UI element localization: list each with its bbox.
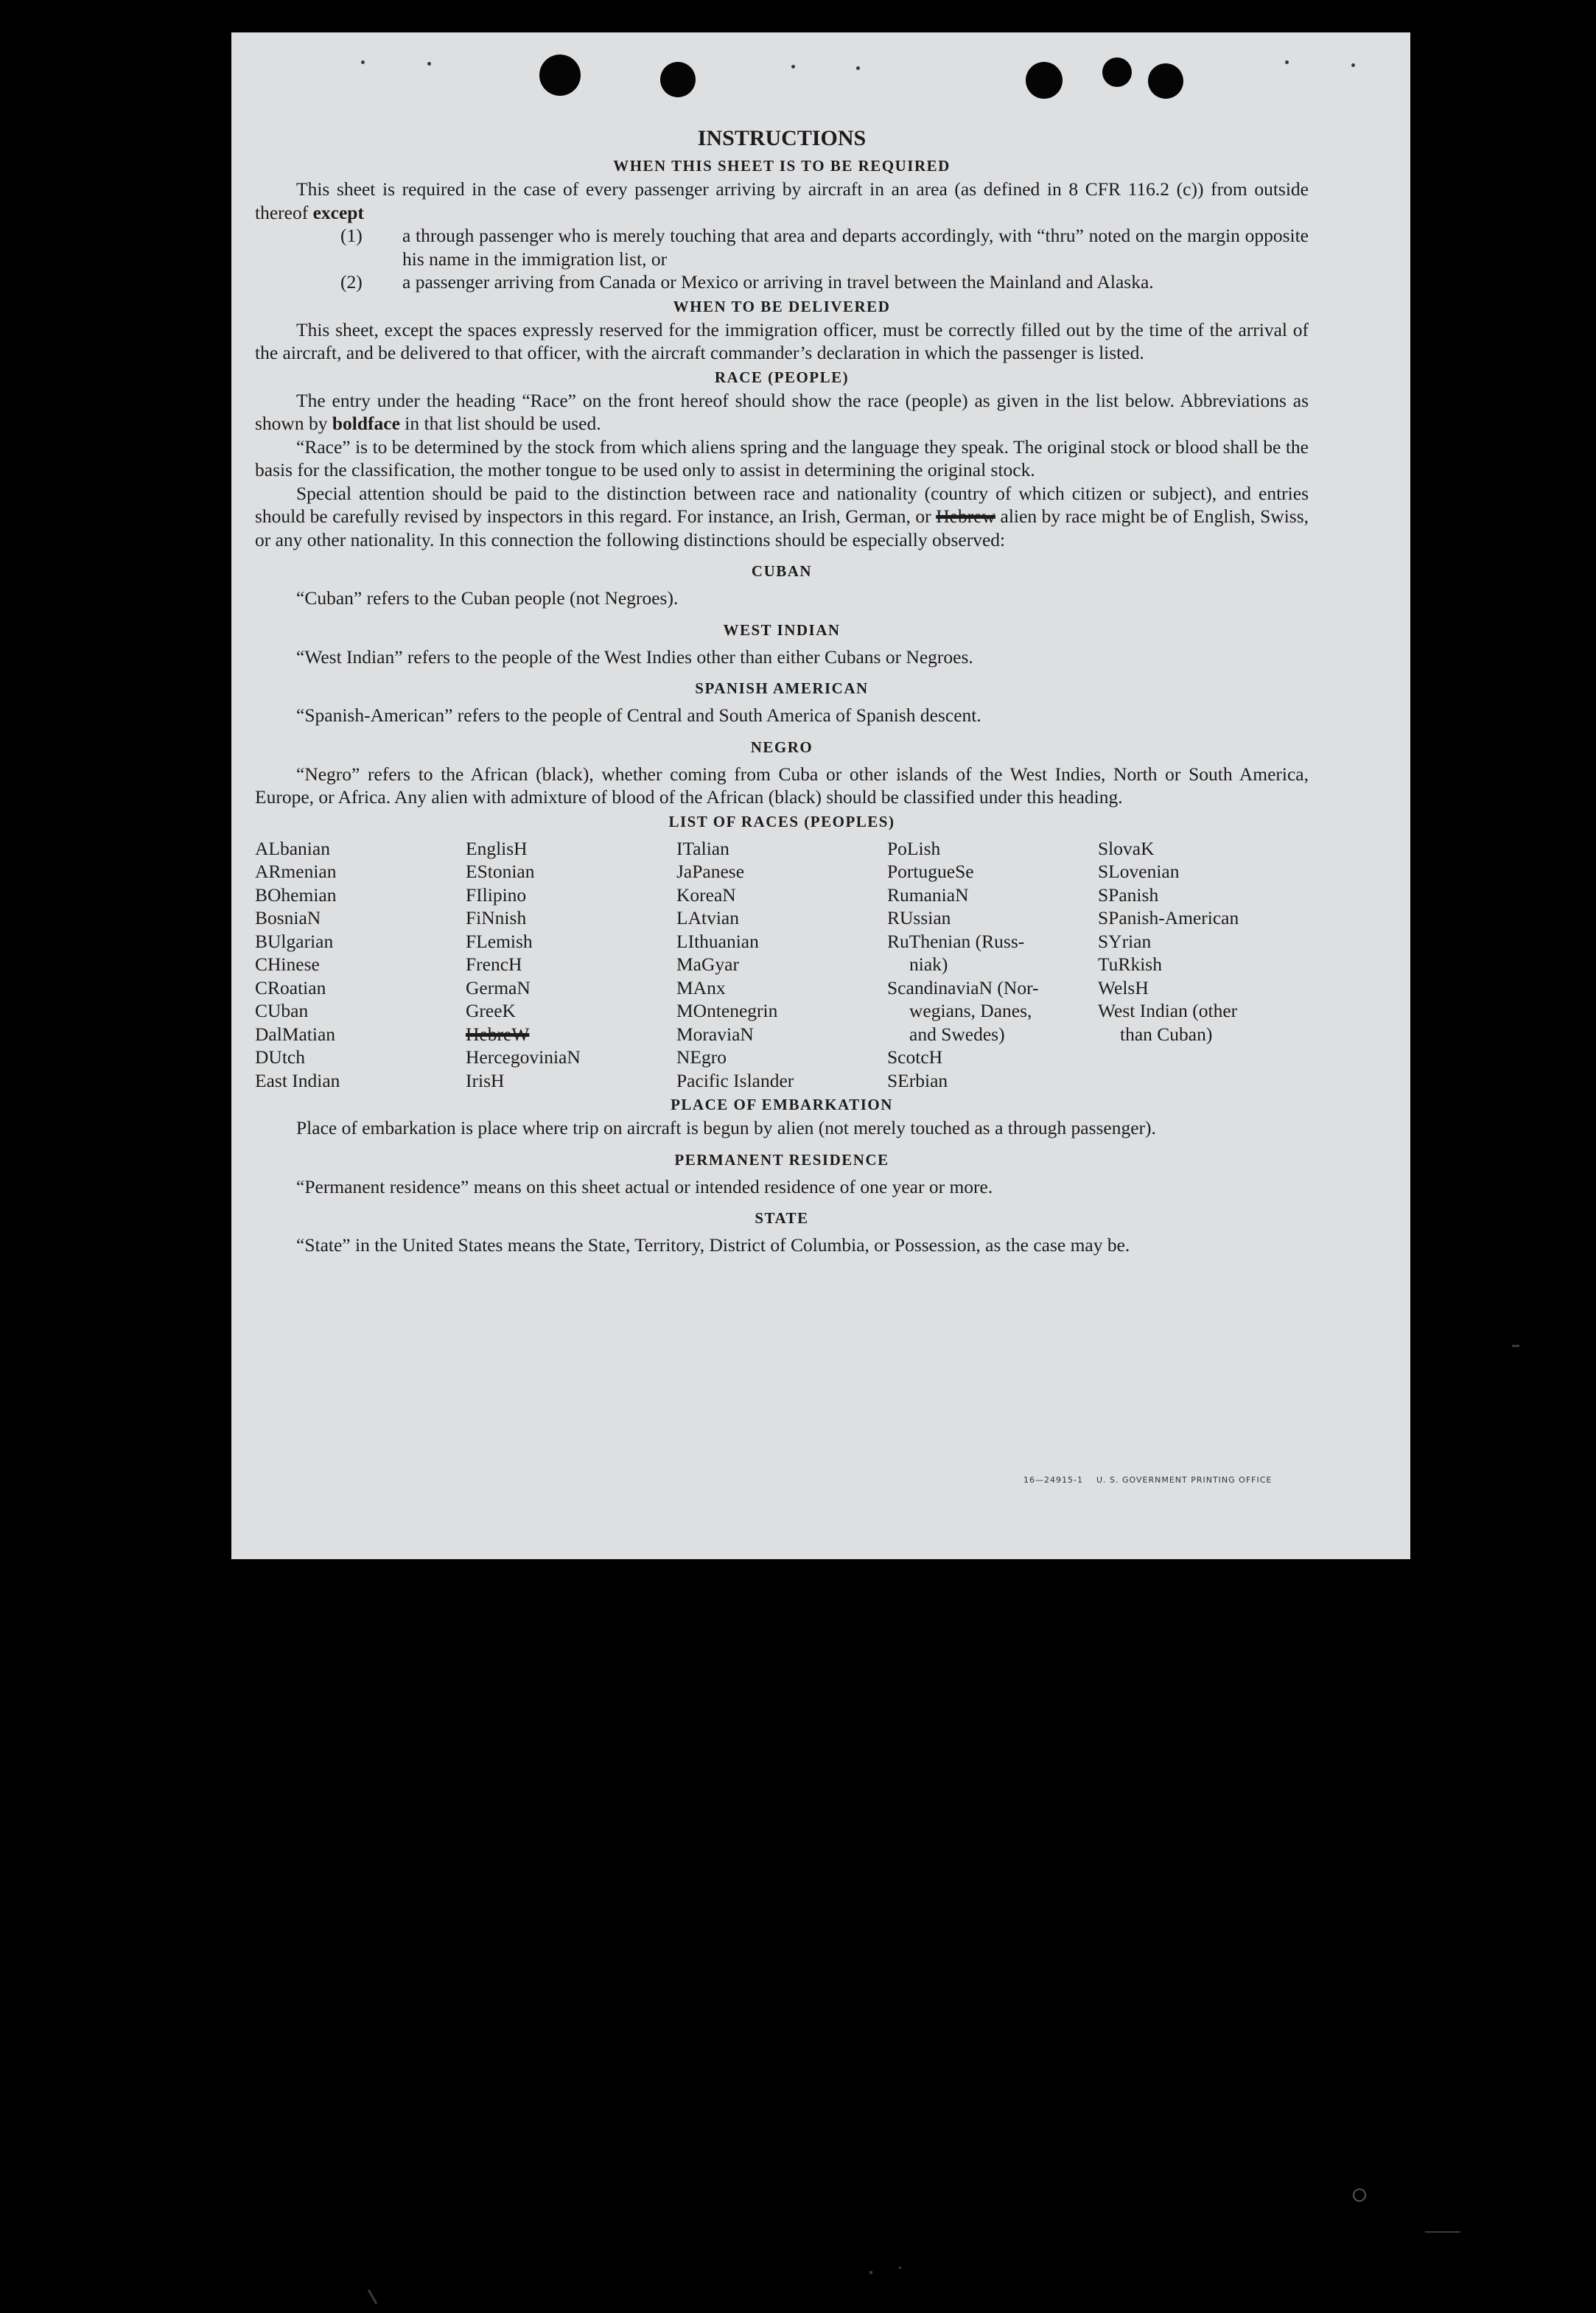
- exception-item: (2) a passenger arriving from Canada or Mexico or arriving in travel between the Mainland and Alaska.: [340, 271, 1154, 293]
- struck-word: Hebrew: [936, 505, 995, 527]
- race-entry: JaPanese: [676, 861, 745, 882]
- film-artifact: [1353, 2188, 1366, 2202]
- race-entry: SlovaK: [1098, 837, 1155, 859]
- race-entry: GermaN: [466, 976, 531, 998]
- cuban-text: “Cuban” refers to the Cuban people (not Negroes).: [296, 587, 679, 609]
- race-entry-struck: HebreW: [466, 1023, 530, 1045]
- race-entry: FiNnish: [466, 907, 527, 928]
- race-entry: CRoatian: [255, 976, 326, 998]
- race-entry: LAtvian: [676, 907, 739, 928]
- section-heading-races-list: LIST OF RACES (PEOPLES): [668, 812, 895, 830]
- races-column-3: [676, 837, 887, 1093]
- speck: [791, 65, 795, 69]
- section-heading-embarkation: PLACE OF EMBARKATION: [671, 1096, 893, 1113]
- residence-text: “Permanent residence” means on this sheet actual or intended residence of one year or more.: [296, 1175, 993, 1197]
- race-entry: RuThenian (Russ-: [887, 930, 1025, 952]
- race-entry: MoraviaN: [676, 1023, 754, 1045]
- race-entry: KoreaN: [676, 883, 736, 906]
- race-entry: PortugueSe: [887, 861, 974, 882]
- race-entry-continued: and Swedes): [909, 1023, 1005, 1045]
- race-entry: FIlipino: [466, 883, 527, 906]
- race-entry: ScandinaviaN (Nor-: [887, 976, 1039, 998]
- race-entry: NEgro: [676, 1046, 727, 1068]
- race-entry: BUlgarian: [255, 930, 334, 952]
- race-paragraph-2: “Race” is to be determined by the stock from which aliens spring and the language they speak. The original stock or blood shall be the basis for the classification, the mother tongue to be used only to assist in determining the original stock.: [255, 435, 1309, 480]
- speck: [1285, 60, 1289, 64]
- printer-imprint: [1023, 1475, 1272, 1485]
- race-entry: FLemish: [466, 930, 533, 952]
- film-artifact: [368, 2289, 378, 2305]
- race-entry: LIthuanian: [676, 930, 759, 952]
- race-entry: East Indian: [255, 1069, 340, 1091]
- race-entry: DUtch: [255, 1046, 305, 1068]
- embarkation-text: Place of embarkation is place where trip on aircraft is begun by alien (not merely touched as a through passenger).: [296, 1117, 1156, 1138]
- race-entry: PoLish: [887, 837, 941, 859]
- race-entry: DalMatian: [255, 1023, 336, 1045]
- document-sheet: [231, 32, 1410, 1559]
- race-entry-continued: wegians, Danes,: [909, 1000, 1032, 1021]
- when-delivered-text: This sheet, except the spaces expressly reserved for the immigration officer, must be correctly filled out by the time of the arrival of the aircraft, and be delivered to that officer, with the aircraft commander’s declaration in which the passenger is listed.: [255, 318, 1309, 363]
- race-entry: ScotcH: [887, 1046, 943, 1068]
- instructions-content: [255, 124, 1309, 1257]
- punch-hole: [1102, 57, 1132, 87]
- race-entry-continued: niak): [909, 953, 948, 975]
- section-heading-west-indian: WEST INDIAN: [723, 620, 841, 639]
- section-heading-when-required: WHEN THIS SHEET IS TO BE REQUIRED: [613, 157, 951, 175]
- punch-hole: [1026, 62, 1063, 99]
- race-entry: West Indian (other: [1098, 1000, 1238, 1021]
- races-column-1: [255, 837, 466, 1093]
- section-heading-when-delivered: WHEN TO BE DELIVERED: [673, 297, 891, 315]
- film-artifact: [1425, 2231, 1460, 2233]
- spanish-american-text: “Spanish-American” refers to the people of Central and South America of Spanish descent.: [296, 704, 981, 726]
- race-paragraph-3: Special attention should be paid to the distinction between race and nationality (country of which citizen or subject), and entries should be carefully revised by inspectors in this regard. For instance, an Irish, German, or Hebrew alien by race might be of English, Swiss, or any other nationality. In this connection the following distinctions should be especially observed:: [255, 482, 1309, 550]
- race-entry: ALbanian: [255, 837, 330, 859]
- section-heading-cuban: CUBAN: [751, 562, 813, 580]
- document-title: INSTRUCTIONS: [697, 126, 867, 150]
- negro-text: “Negro” refers to the African (black), whether coming from Cuba or other islands of the West Indies, North or South America, Europe, or Africa. Any alien with admixture of blood of the African (black) should be classified under this heading.: [255, 763, 1309, 808]
- races-column-5: [1098, 837, 1309, 1093]
- race-entry: SPanish-American: [1098, 907, 1239, 928]
- speck: [1351, 63, 1355, 67]
- race-entry: ITalian: [676, 837, 729, 859]
- race-entry: SYrian: [1098, 930, 1152, 952]
- races-list: [255, 837, 1309, 1093]
- race-entry: MaGyar: [676, 953, 739, 975]
- race-entry: CHinese: [255, 953, 320, 975]
- race-entry: GreeK: [466, 1000, 516, 1021]
- race-entry: MAnx: [676, 976, 726, 998]
- race-entry: FrencH: [466, 953, 522, 975]
- race-entry: WelsH: [1098, 976, 1149, 998]
- race-entry: Pacific Islander: [676, 1069, 794, 1091]
- race-entry: BosniaN: [255, 907, 321, 928]
- section-heading-residence: PERMANENT RESIDENCE: [674, 1150, 889, 1169]
- race-entry: EStonian: [466, 861, 535, 882]
- section-heading-spanish-american: SPANISH AMERICAN: [695, 679, 869, 697]
- race-entry: IrisH: [466, 1069, 505, 1091]
- section-heading-state: STATE: [755, 1209, 809, 1227]
- race-entry: CUban: [255, 1000, 309, 1021]
- speck: [856, 66, 860, 70]
- film-artifact: [1512, 1345, 1519, 1347]
- printer-name: U. S. GOVERNMENT PRINTING OFFICE: [1096, 1475, 1273, 1485]
- race-entry: RumaniaN: [887, 883, 969, 906]
- exception-item: (1) a through passenger who is merely touching that area and departs accordingly, with “thru” noted on the margin opposite his name in the immigration list, or: [340, 225, 1309, 270]
- when-required-text: This sheet is required in the case of every passenger arriving by aircraft in an area (as defined in 8 CFR 116.2 (c)) from outside thereof except: [255, 178, 1309, 223]
- race-entry: TuRkish: [1098, 953, 1162, 975]
- race-entry-continued: than Cuban): [1120, 1023, 1213, 1045]
- film-artifact: [869, 2271, 872, 2274]
- speck: [427, 62, 431, 66]
- film-artifact: [899, 2267, 901, 2269]
- race-entry: SLovenian: [1098, 861, 1180, 882]
- race-paragraph-1: The entry under the heading “Race” on the front hereof should show the race (people) as given in the list below. Abbreviations as shown by boldface in that list should be used.: [255, 389, 1309, 434]
- punch-hole: [1148, 63, 1183, 99]
- race-entry: HercegoviniaN: [466, 1046, 581, 1068]
- race-entry: SPanish: [1098, 883, 1159, 906]
- race-entry: ARmenian: [255, 861, 337, 882]
- section-heading-negro: NEGRO: [750, 738, 813, 756]
- west-indian-text: “West Indian” refers to the people of the West Indies other than either Cubans or Negroes.: [296, 645, 973, 668]
- exception-number: (2): [340, 271, 363, 293]
- section-heading-race: RACE (PEOPLE): [714, 368, 850, 386]
- race-entry: SErbian: [887, 1069, 948, 1091]
- race-entry: RUssian: [887, 907, 951, 928]
- race-entry: BOhemian: [255, 883, 337, 906]
- exception-number: (1): [340, 225, 363, 246]
- races-column-2: [466, 837, 676, 1093]
- race-entry: EnglisH: [466, 837, 528, 859]
- speck: [361, 60, 365, 64]
- state-text: “State” in the United States means the State, Territory, District of Columbia, or Possession, as the case may be.: [296, 1234, 1130, 1256]
- punch-hole: [539, 55, 581, 96]
- races-column-4: [887, 837, 1098, 1093]
- race-entry: MOntenegrin: [676, 1000, 778, 1021]
- print-code: 16—24915-1: [1023, 1475, 1083, 1485]
- punch-hole: [660, 62, 696, 97]
